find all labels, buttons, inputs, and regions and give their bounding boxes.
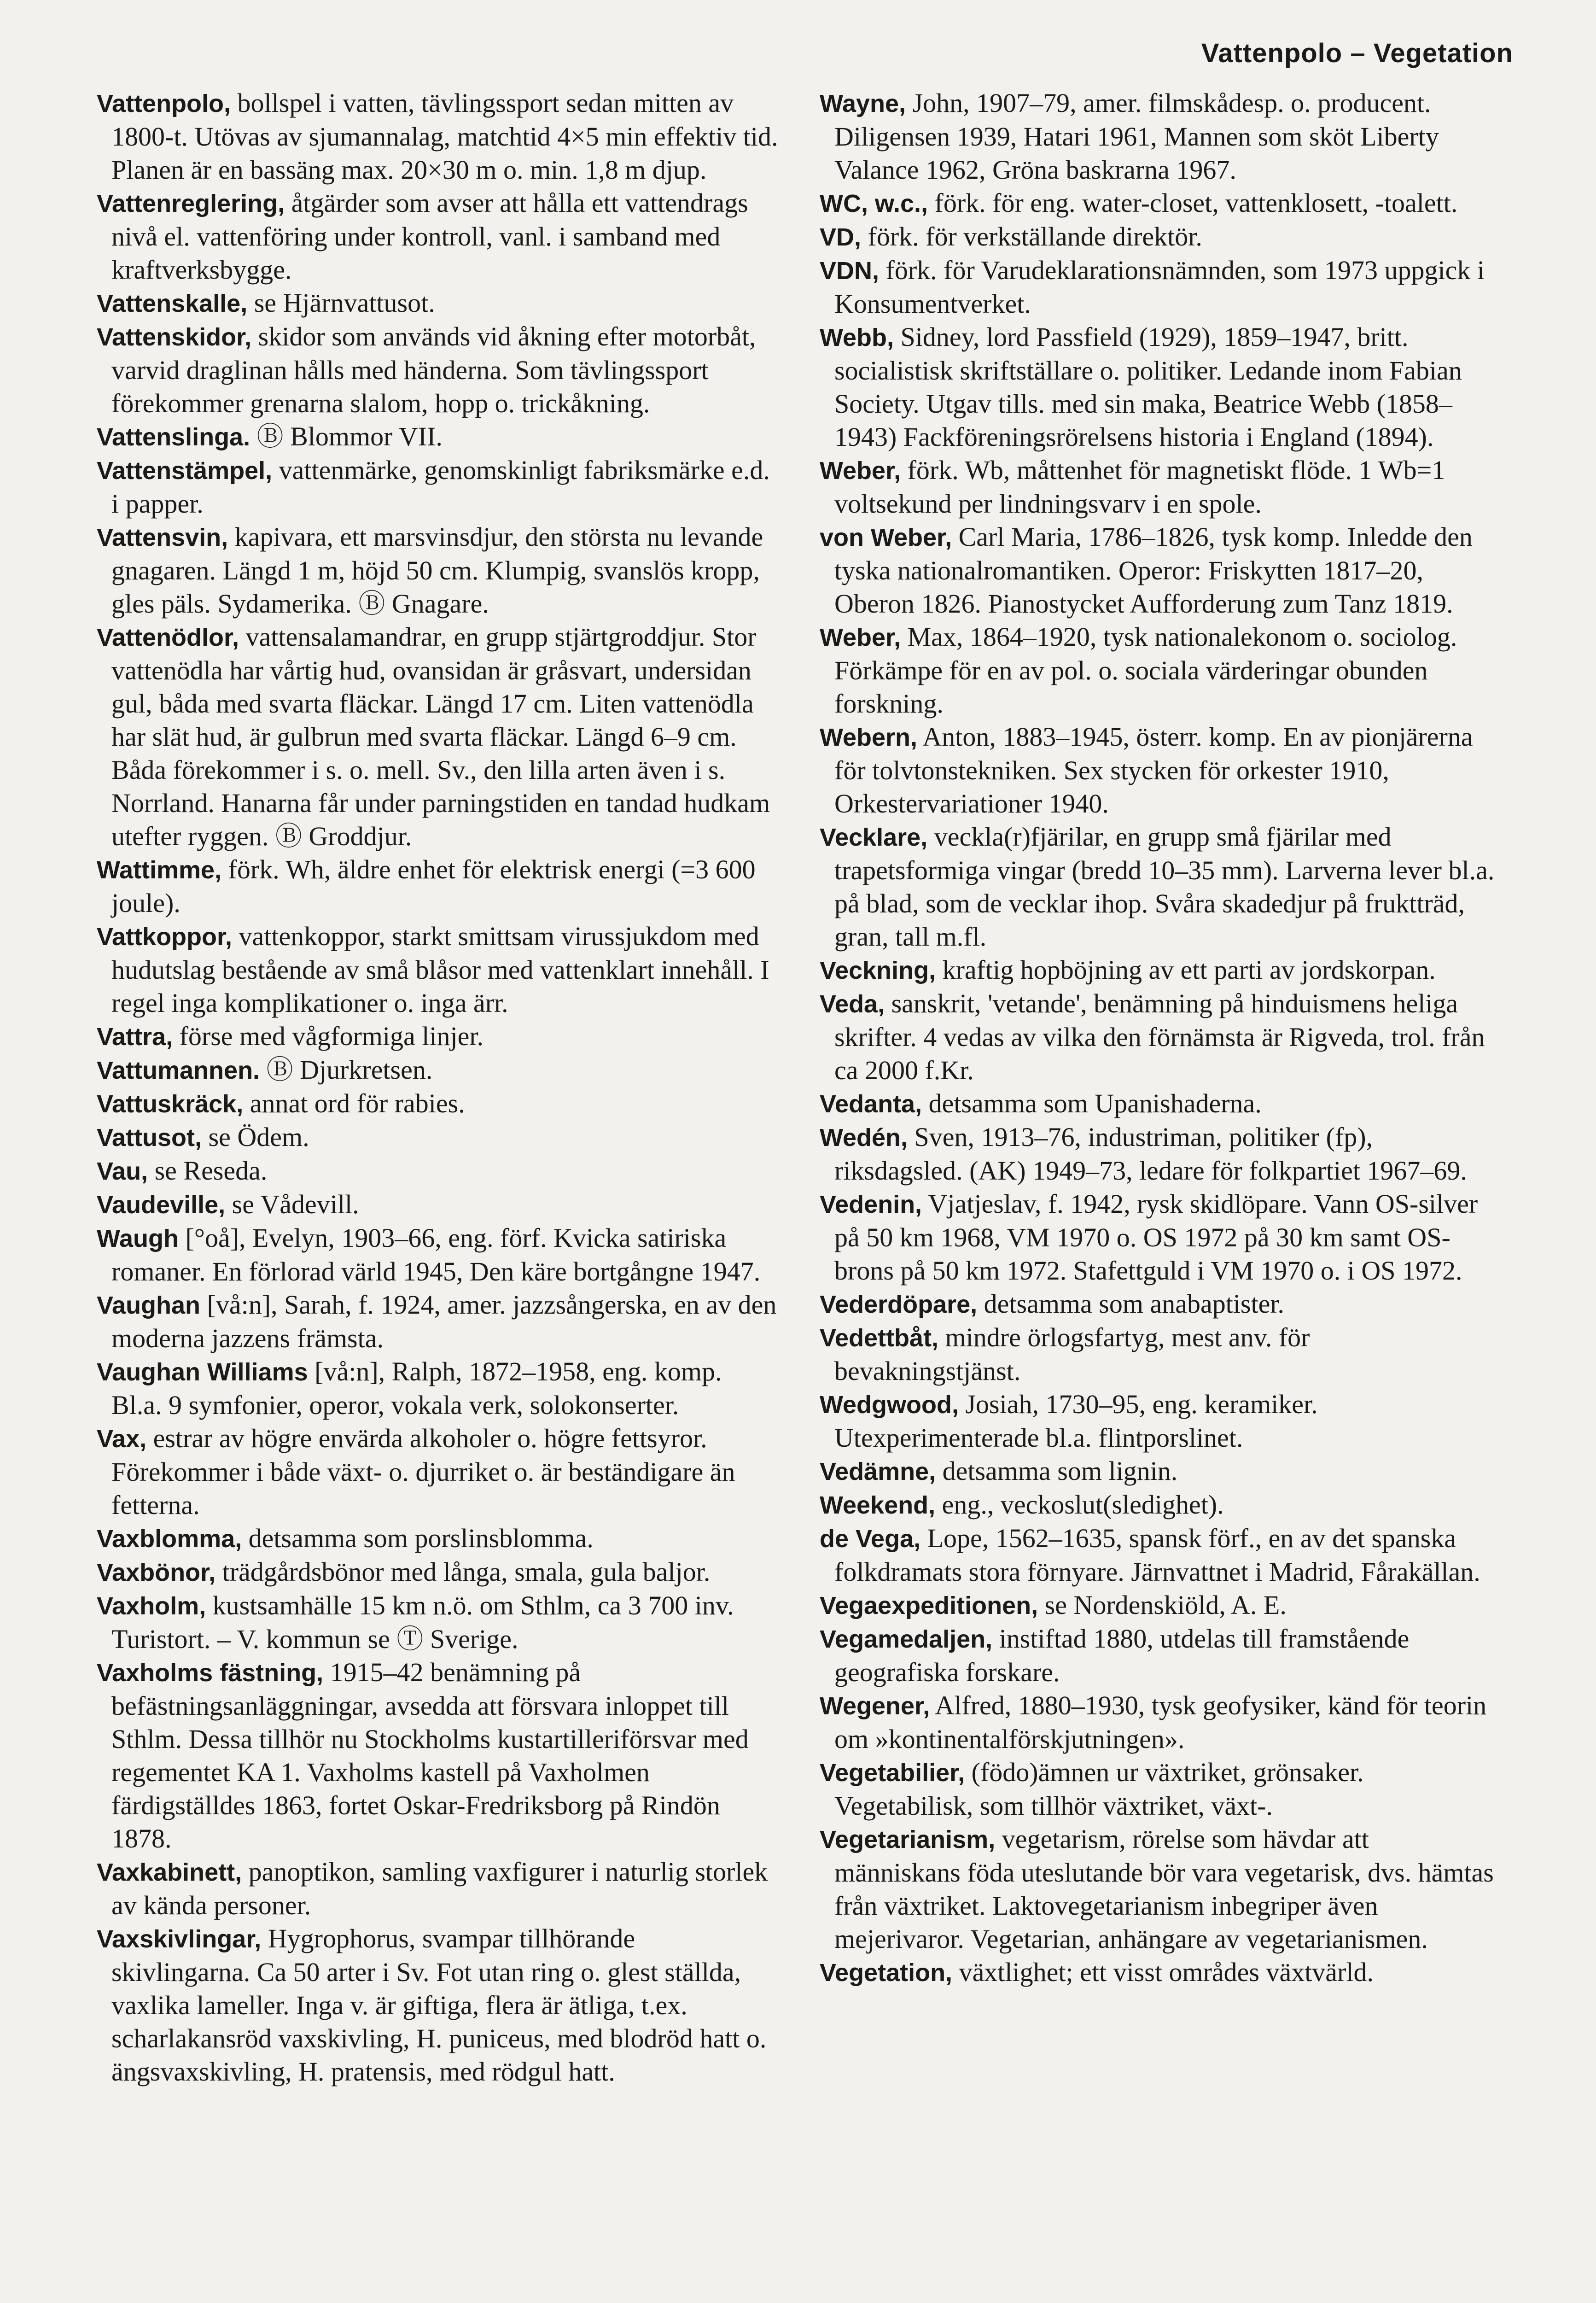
entry-text: förse med vågformiga linjer.: [179, 1021, 483, 1051]
entry-headword: Vegetabilier,: [820, 1759, 965, 1787]
entry-headword: Vedettbåt,: [820, 1324, 939, 1352]
entry-headword: Vedenin,: [820, 1191, 922, 1218]
entry-text: eng., veckoslut(sledighet).: [942, 1490, 1224, 1520]
dictionary-entry: [820, 1956, 1501, 1989]
entry-text: annat ord för rabies.: [250, 1088, 465, 1118]
entry-text: Hygrophorus, svampar tillhörande skivlingarna. Ca 50 arter i Sv. Fot utan ring o. glest ställda, vaxlika lameller. Inga v. är giftiga, flera är ätliga, t.ex. scharlakansröd vaxskivling, H. puniceus, med blodröd hatt o. ängsvaxskivling, H. pratensis, med rödgul hatt.: [111, 1923, 767, 2087]
dictionary-entry: [820, 1689, 1501, 1756]
dictionary-entry: [97, 620, 778, 853]
entry-text: panoptikon, samling vaxfigurer i naturlig storlek av kända personer.: [111, 1857, 768, 1920]
dictionary-entry: [97, 1288, 778, 1355]
dictionary-entry: [820, 187, 1501, 220]
dictionary-entry: [820, 953, 1501, 987]
entry-text: förk. Wh, äldre enhet för elektrisk energi (=3 600 joule).: [111, 854, 756, 918]
entry-text: estrar av högre envärda alkoholer o. högre fettsyror. Förekommer i både växt- o. djurriket o. är beständigare än fetterna.: [111, 1423, 735, 1520]
entry-headword: Vattenskidor,: [97, 323, 252, 351]
entry-headword: Vau,: [97, 1157, 148, 1185]
entry-headword: Vaxskivlingar,: [97, 1925, 262, 1953]
dictionary-entry: [820, 520, 1501, 620]
dictionary-entry: [97, 1555, 778, 1589]
dictionary-entry: [97, 1522, 778, 1555]
entry-text: [vå:n], Sarah, f. 1924, amer. jazzsångerska, en av den moderna jazzens främsta.: [111, 1290, 777, 1353]
entry-text: kraftig hopböjning av ett parti av jordskorpan.: [942, 955, 1436, 985]
running-head: Vattenpolo – Vegetation: [1201, 38, 1513, 68]
entry-headword: WC, w.c.,: [820, 190, 928, 217]
entry-text: förk. för verkställande direktör.: [868, 222, 1202, 251]
entry-headword: von Weber,: [820, 524, 952, 551]
entry-headword: Webern,: [820, 724, 918, 751]
entry-headword: Vattra,: [97, 1023, 173, 1051]
dictionary-entry: [820, 220, 1501, 254]
dictionary-entry: [97, 920, 778, 1020]
entry-text: se Hjärnvattusot.: [254, 288, 435, 318]
entry-text: 1915–42 benämning på befästningsanläggningar, avsedda att försvara inloppet till Sthlm. Dessa tillhör nu Stockholms kustartilleriförsvar med regementet KA 1. Vaxholms kastell på Vaxholmen färdigställdes 1863, fortet Oskar-Fredriksborg på Rindön 1878.: [111, 1657, 749, 1853]
entry-headword: VDN,: [820, 257, 880, 285]
entry-headword: Veda,: [820, 990, 885, 1018]
entry-text: växtlighet; ett visst områdes växtvärld.: [959, 1957, 1374, 1987]
entry-headword: Vegetation,: [820, 1959, 953, 1987]
entry-headword: Weber,: [820, 457, 901, 485]
entry-headword: Webb,: [820, 324, 894, 351]
entry-text: vattenmärke, genomskinligt fabriksmärke e.d. i papper.: [111, 455, 770, 519]
entry-text: se Reseda.: [154, 1156, 268, 1186]
dictionary-entry: [97, 286, 778, 320]
dictionary-entry: [820, 87, 1501, 187]
entry-headword: Wattimme,: [97, 856, 222, 884]
entry-headword: Vattusot,: [97, 1124, 202, 1152]
dictionary-entry: [820, 1522, 1501, 1589]
entry-headword: Vegetarianism,: [820, 1826, 996, 1853]
entry-headword: Vaudeville,: [97, 1191, 226, 1219]
dictionary-entry: [97, 1422, 778, 1522]
dictionary-entry: [97, 1154, 778, 1188]
entry-headword: Vederdöpare,: [820, 1291, 978, 1318]
entry-text: Josiah, 1730–95, eng. keramiker. Utexperimenterade bl.a. flintporslinet.: [834, 1389, 1318, 1453]
entry-headword: Vattenödlor,: [97, 624, 239, 651]
entry-text: detsamma som porslinsblomma.: [248, 1523, 594, 1553]
dictionary-entry: [820, 1589, 1501, 1622]
dictionary-entry: [97, 1121, 778, 1154]
entry-headword: Vattenreglering,: [97, 190, 285, 217]
right-column: [820, 87, 1501, 1989]
entry-text: Ⓑ Blommor VII.: [256, 421, 443, 451]
entry-text: kapivara, ett marsvinsdjur, den största nu levande gnagaren. Längd 1 m, höjd 50 cm. Klumpig, svanslös kropp, gles päls. Sydamerika. Ⓑ Gnagare.: [111, 522, 763, 619]
entry-text: Lope, 1562–1635, spansk förf., en av det spanska folkdramats stora förnyare. Järnvattnet i Madrid, Fårakällan.: [834, 1523, 1480, 1587]
entry-headword: Vattenskalle,: [97, 290, 248, 317]
entry-headword: de Vega,: [820, 1525, 921, 1553]
left-column: [97, 87, 778, 2088]
entry-headword: Vaxholm,: [97, 1592, 206, 1620]
dictionary-entry: [97, 1053, 778, 1087]
dictionary-entry: [97, 520, 778, 620]
entry-text: vattenkoppor, starkt smittsam virussjukdom med hudutslag bestående av små blåsor med vattenklart innehåll. I regel inga komplikationer o. inga ärr.: [111, 921, 769, 1018]
entry-text: vattensalamandrar, en grupp stjärtgroddjur. Stor vattenödla har vårtig hud, ovansidan är gråsvart, undersidan gul, båda med svarta fläckar. Längd 17 cm. Liten vattenödla har slät hud, är gulbrun med svarta fläckar. Längd 6–9 cm. Båda förekommer i s. o. mell. Sv., den lilla arten även i s. Norrland. Hanarna får under parningstiden en tandad hudkam utefter ryggen. Ⓑ Groddjur.: [111, 622, 770, 851]
entry-text: Carl Maria, 1786–1826, tysk komp. Inledde den tyska nationalromantiken. Operor: Friskytten 1817–20, Oberon 1826. Pianostycket Aufforderung zum Tanz 1819.: [834, 522, 1473, 619]
dictionary-entry: [820, 1756, 1501, 1823]
entry-text: åtgärder som avser att hålla ett vattendrags nivå el. vattenföring under kontroll, vanl. i samband med kraftverksbygge.: [111, 188, 748, 285]
dictionary-entry: [820, 1187, 1501, 1287]
dictionary-entry: [820, 1087, 1501, 1121]
dictionary-entry: [97, 87, 778, 187]
dictionary-entry: [97, 420, 778, 454]
entry-headword: Vax,: [97, 1425, 147, 1453]
entry-headword: Vattuskräck,: [97, 1090, 244, 1118]
dictionary-entry: [820, 1388, 1501, 1455]
entry-text: förk. för Varudeklarationsnämnden, som 1973 uppgick i Konsumentverket.: [834, 255, 1485, 319]
dictionary-entry: [820, 454, 1501, 520]
entry-text: (födo)ämnen ur växtriket, grönsaker. Vegetabilisk, som tillhör växtriket, växt-.: [834, 1757, 1364, 1821]
dictionary-entry: [97, 1222, 778, 1288]
entry-headword: Wedén,: [820, 1124, 908, 1152]
entry-text: bollspel i vatten, tävlingssport sedan mitten av 1800-t. Utövas av sjumannalag, matchtid 4×5 min effektiv tid. Planen är en bassäng max. 20×30 m o. min. 1,8 m djup.: [111, 88, 778, 185]
entry-text: vegetarism, rörelse som hävdar att människans föda uteslutande bör vara vegetarisk, dvs. hämtas från växtriket. Laktovegetarianism inbegriper även mejerivaror. Vegetarian, anhängare av vegetarianismen.: [834, 1824, 1494, 1954]
entry-headword: Vegaexpeditionen,: [820, 1592, 1038, 1619]
entry-text: sanskrit, 'vetande', benämning på hinduismens heliga skrifter. 4 vedas av vilka den förnämsta är Rigveda, trol. från ca 2000 f.Kr.: [834, 988, 1485, 1085]
entry-text: Sidney, lord Passfield (1929), 1859–1947, britt. socialistisk skriftställare o. politiker. Ledande inom Fabian Society. Utgav tills. med sin maka, Beatrice Webb (1858–1943) Fackföreningsrörelsens historia i England (1894).: [834, 322, 1462, 452]
entry-text: Vjatjeslav, f. 1942, rysk skidlöpare. Vann OS-silver på 50 km 1968, VM 1970 o. OS 1972 på 30 km samt OS-brons på 50 km 1972. Stafettguld i VM 1970 o. i OS 1972.: [834, 1189, 1478, 1286]
entry-headword: VD,: [820, 223, 862, 251]
entry-headword: Vattenpolo,: [97, 90, 231, 117]
dictionary-entry: [820, 987, 1501, 1087]
dictionary-entry: [97, 1922, 778, 2088]
dictionary-entry: [820, 1321, 1501, 1388]
entry-text: se Vådevill.: [232, 1189, 359, 1219]
entry-text: John, 1907–79, amer. filmskådesp. o. producent. Diligensen 1939, Hatari 1961, Mannen som sköt Liberty Valance 1962, Gröna baskrarna 1967.: [834, 88, 1439, 185]
entry-text: förk. Wb, måttenhet för magnetiskt flöde. 1 Wb=1 voltsekund per lindningsvarv i en spole.: [834, 455, 1445, 519]
entry-headword: Vaxbönor,: [97, 1559, 216, 1586]
entry-headword: Vaxholms fästning,: [97, 1659, 324, 1687]
entry-headword: Vattenstämpel,: [97, 457, 273, 485]
entry-headword: Vaxkabinett,: [97, 1859, 242, 1886]
dictionary-entry: [820, 254, 1501, 321]
entry-headword: Vegamedaljen,: [820, 1625, 993, 1653]
entry-text: skidor som används vid åkning efter motorbåt, varvid draglinan hålls med händerna. Som tävlingssport förekommer grenarna slalom, hopp o. trickåkning.: [111, 321, 756, 418]
dictionary-entry: [97, 1589, 778, 1656]
dictionary-entry: [820, 1488, 1501, 1522]
dictionary-entry: [97, 1355, 778, 1422]
entry-text: trädgårdsbönor med långa, smala, gula baljor.: [222, 1557, 711, 1587]
dictionary-entry: [820, 1287, 1501, 1321]
dictionary-entry: [820, 620, 1501, 720]
entry-text: veckla(r)fjärilar, en grupp små fjärilar med trapetsformiga vingar (bredd 10–35 mm). Larverna lever bl.a. på blad, som de vecklar ihop. Svåra skadedjur på fruktträd, gran, tall m.fl.: [834, 822, 1495, 952]
entry-headword: Vattkoppor,: [97, 923, 233, 951]
entry-text: se Ödem.: [208, 1122, 309, 1152]
entry-headword: Vattumannen.: [97, 1057, 260, 1084]
entry-text: Ⓑ Djurkretsen.: [266, 1055, 433, 1085]
dictionary-entry: [820, 1823, 1501, 1956]
entry-text: [°oå], Evelyn, 1903–66, eng. förf. Kvicka satiriska romaner. En förlorad värld 1945, Den käre bortgångne 1947.: [111, 1223, 761, 1286]
entry-text: se Nordenskiöld, A. E.: [1044, 1590, 1287, 1620]
entry-text: förk. för eng. water-closet, vattenklosett, -toalett.: [934, 188, 1458, 218]
entry-headword: Vattenslinga.: [97, 423, 250, 451]
entry-headword: Vaughan Williams: [97, 1358, 308, 1386]
entry-text: Max, 1864–1920, tysk nationalekonom o. sociolog. Förkämpe för en av pol. o. sociala värderingar obunden forskning.: [834, 622, 1457, 719]
dictionary-entry: [97, 1020, 778, 1053]
entry-text: detsamma som lignin.: [942, 1456, 1178, 1486]
entry-headword: Wegener,: [820, 1692, 930, 1720]
entry-headword: Weekend,: [820, 1491, 936, 1519]
entry-text: instiftad 1880, utdelas till framstående geografiska forskare.: [834, 1624, 1410, 1687]
dictionary-entry: [97, 853, 778, 920]
entry-text: mindre örlogsfartyg, mest anv. för bevakningstjänst.: [834, 1322, 1310, 1386]
entry-headword: Wayne,: [820, 90, 906, 117]
dictionary-entry: [97, 1656, 778, 1855]
entry-headword: Vedanta,: [820, 1090, 922, 1118]
dictionary-entry: [97, 1087, 778, 1121]
dictionary-entry: [820, 1121, 1501, 1187]
entry-headword: Wedgwood,: [820, 1391, 959, 1419]
dictionary-entry: [820, 321, 1501, 454]
entry-headword: Veckning,: [820, 957, 936, 984]
entry-text: detsamma som anabaptister.: [984, 1289, 1284, 1319]
dictionary-entry: [97, 1188, 778, 1222]
dictionary-entry: [820, 1622, 1501, 1689]
entry-text: [vå:n], Ralph, 1872–1958, eng. komp. Bl.a. 9 symfonier, operor, vokala verk, solokonserter.: [111, 1356, 722, 1420]
dictionary-entry: [820, 1455, 1501, 1488]
dictionary-entry: [97, 187, 778, 286]
entry-headword: Vecklare,: [820, 824, 928, 851]
entry-headword: Waugh: [97, 1225, 179, 1252]
dictionary-entry: [97, 1855, 778, 1922]
dictionary-entry: [820, 720, 1501, 820]
entry-text: Anton, 1883–1945, österr. komp. En av pionjärerna för tolvtonstekniken. Sex stycken för orkester 1910, Orkestervariationer 1940.: [834, 722, 1473, 818]
entry-text: detsamma som Upanishaderna.: [928, 1088, 1262, 1118]
entry-headword: Vaughan: [97, 1292, 201, 1319]
entry-text: kustsamhälle 15 km n.ö. om Sthlm, ca 3 700 inv. Turistort. – V. kommun se Ⓣ Sverige.: [111, 1590, 734, 1654]
dictionary-entry: [820, 820, 1501, 953]
dictionary-entry: [97, 320, 778, 420]
entry-headword: Vedämne,: [820, 1458, 936, 1485]
entry-headword: Vattensvin,: [97, 524, 228, 551]
entry-headword: Weber,: [820, 624, 901, 651]
dictionary-entry: [97, 454, 778, 520]
entry-headword: Vaxblomma,: [97, 1525, 242, 1553]
entry-text: Sven, 1913–76, industriman, politiker (fp), riksdagsled. (AK) 1949–73, ledare för folkpartiet 1967–69.: [834, 1122, 1467, 1186]
entry-text: Alfred, 1880–1930, tysk geofysiker, känd för teorin om »kontinentalförskjutningen».: [834, 1690, 1487, 1754]
